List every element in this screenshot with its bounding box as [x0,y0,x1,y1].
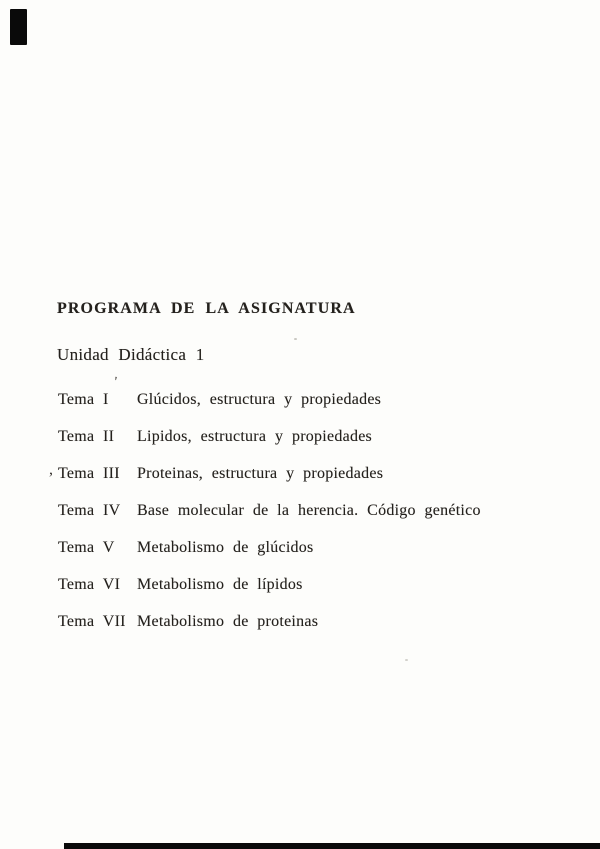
tema-list [58,390,580,632]
tema-description: Metabolismo de lípidos [137,576,303,593]
tema-row [58,427,580,447]
scan-speck-comma: , [49,461,53,478]
tema-label: Tema VII [58,613,126,630]
tema-label: Tema I [58,391,109,408]
scan-corner-mark [10,9,27,45]
tema-description: Glúcidos, estructura y propiedades [137,391,382,408]
tema-label: Tema II [58,428,115,445]
tema-label: Tema IV [58,502,121,519]
tema-row [58,612,580,632]
tema-description: Proteinas, estructura y propiedades [137,465,384,482]
tema-row [58,501,580,521]
tema-row [58,575,580,595]
scan-speck-apostrophe: ' [113,374,118,391]
tema-row [58,464,580,484]
unit-heading: Unidad Didáctica 1 [57,345,205,364]
tema-description: Metabolismo de glúcidos [137,539,314,556]
tema-label: Tema V [58,539,115,556]
tema-label: Tema III [58,465,120,482]
scan-bottom-bar [64,843,600,849]
tema-description: Base molecular de la herencia. Código genético [137,502,481,519]
scan-speck-dot [294,338,297,340]
scan-speck-dot [405,659,408,661]
tema-label: Tema VI [58,576,121,593]
tema-description: Metabolismo de proteinas [137,613,319,630]
page-title: PROGRAMA DE LA ASIGNATURA [57,299,356,317]
tema-row [58,390,580,410]
tema-description: Lipidos, estructura y propiedades [137,428,373,445]
tema-row [58,538,580,558]
